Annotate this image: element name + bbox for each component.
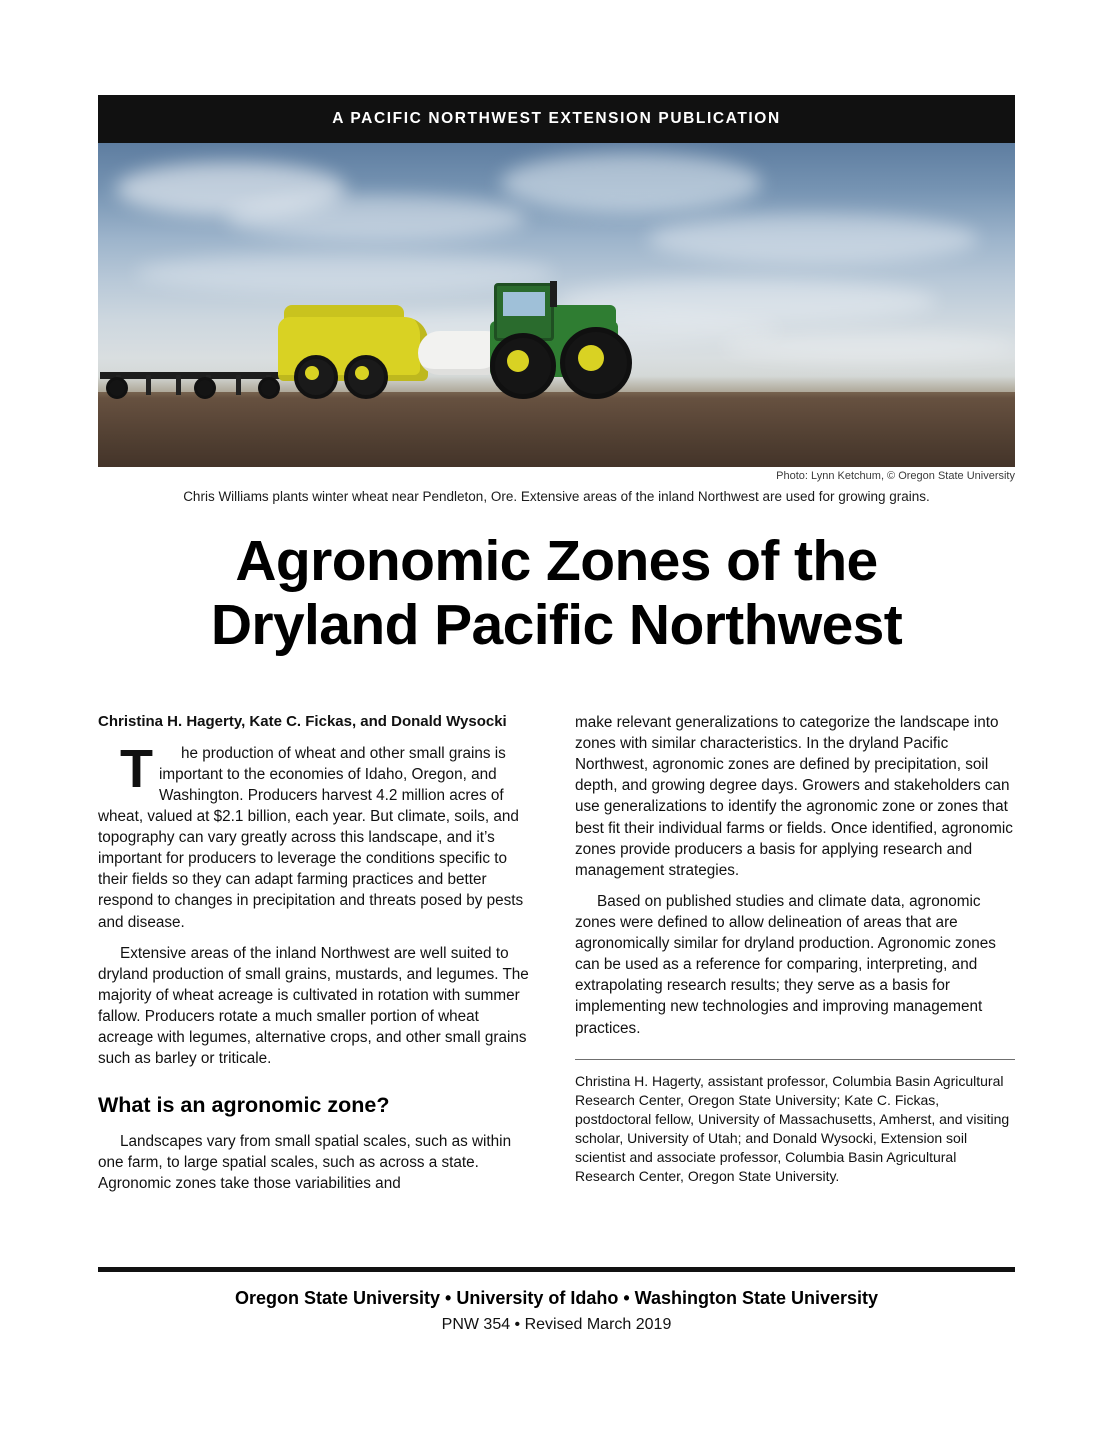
page-title [98, 530, 1015, 658]
cart-wheel [294, 355, 338, 399]
section-heading: What is an agronomic zone? [98, 1093, 390, 1118]
photo-caption: Chris Williams plants winter wheat near Pendleton, Ore. Extensive areas of the inland Northwest are used for growing grains. [183, 489, 930, 504]
drill-wheel [194, 377, 216, 399]
left-paragraph-2: Extensive areas of the inland Northwest are well suited to dryland production of small grains, mustards, and legumes. The majority of wheat acreage is cultivated in rotation with summer fallow. Producers rotate a much smaller portion of wheat acreage with legumes, alternative crops, and other small grains such as barley or triticale. [98, 944, 529, 1068]
right-paragraph-2: Based on published studies and climate data, agronomic zones were defined to allow delineation of areas that are agronomically similar for dryland production. Agronomic zones can be used as a reference for comparing, interpreting, and extrapolating research results; they serve as a basis for implementing new technologies and improving management practices. [575, 892, 996, 1037]
cover-photo [98, 143, 1015, 467]
drop-cap: T [120, 738, 153, 799]
tractor-wheel [560, 327, 632, 399]
left-paragraph-3: Landscapes vary from small spatial scales, such as within one farm, to large spatial scales, such as across a state. Agronomic zones take those variabilities and [98, 1132, 512, 1193]
drill-leg [176, 375, 181, 395]
left-paragraph-1-text: he production of wheat and other small grains is important to the economies of Idaho, Oregon, and Washington. Producers harvest 4.2 million acres of wheat, valued at $2.1 billion, each year. But climate, soils, and topography can vary greatly across this landscape, and it’s important for producers to leverage the conditions specific to their fields so they can adapt farming practices and better respond to changes in precipitation and threats posed by pests and disease. [98, 744, 524, 931]
drill-leg [236, 375, 241, 395]
cloud-shape [501, 153, 761, 213]
cloud-shape [648, 214, 978, 264]
left-paragraph-1 [98, 738, 538, 933]
drill-wheel [106, 377, 128, 399]
footer [98, 1288, 1015, 1334]
banner-text: A PACIFIC NORTHWEST EXTENSION PUBLICATION [332, 110, 781, 127]
right-column [575, 712, 1015, 1186]
divider [575, 1059, 1015, 1060]
drill-wheel [258, 377, 280, 399]
publication-banner [98, 95, 1015, 143]
footer-publication-id: PNW 354 • Revised March 2019 [441, 1316, 672, 1333]
exhaust-stack [550, 281, 557, 307]
left-column [98, 712, 538, 1194]
author-affiliations: Christina H. Hagerty, assistant professor, Columbia Basin Agricultural Research Center, Oregon State University; Kate C. Fickas, postdoctoral fellow, University of Massachusetts, Amherst, and visiting scholar, University of Utah; and Donald Wysocki, Extension soil scientist and associate professor, Columbia Basin Agricultural Research Center, Oregon State University. [575, 1072, 1010, 1184]
footer-universities: Oregon State University • University of Idaho • Washington State University [234, 1288, 879, 1308]
photo-field [98, 392, 1015, 467]
drill-leg [146, 375, 151, 395]
cloud-shape [226, 195, 526, 241]
page-content [98, 0, 1015, 1440]
right-paragraph-1: make relevant generalizations to categorize the landscape into zones with similar characteristics. In the dryland Pacific Northwest, agronomic zones are defined by precipitation, soil depth, and growing degree days. Growers and stakeholders can use generalizations to identify the agronomic zone or zones that best fit their individual farms or fields. Once identified, agronomic zones provide producers a basis for applying research and management strategies. [575, 714, 1013, 879]
title-line-2: Dryland Pacific Northwest [210, 592, 903, 657]
photo-credit: Photo: Lynn Ketchum, © Oregon State University [776, 470, 1015, 482]
title-line-1: Agronomic Zones of the [235, 529, 878, 593]
footer-divider [98, 1267, 1015, 1272]
tractor-wheel [490, 333, 556, 399]
byline: Christina H. Hagerty, Kate C. Fickas, and Donald Wysocki [98, 713, 507, 730]
cart-wheel [344, 355, 388, 399]
tractor-rig [98, 259, 1015, 399]
